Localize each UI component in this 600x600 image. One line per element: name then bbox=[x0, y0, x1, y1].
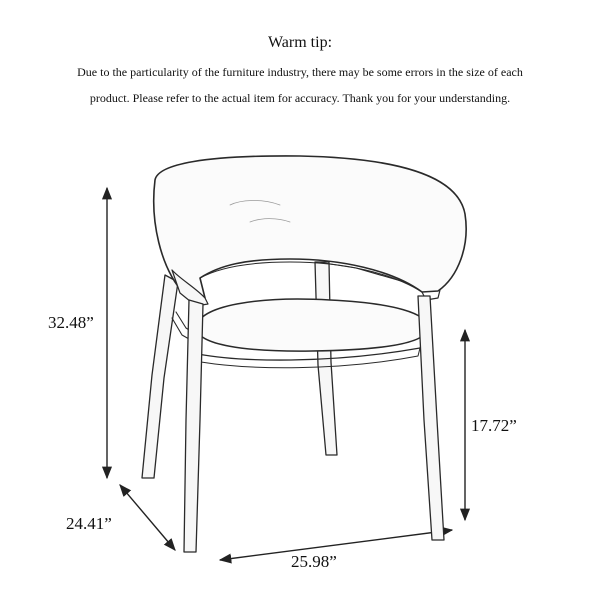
seat-height-label: 17.72” bbox=[471, 416, 517, 435]
warm-tip-text-line-2: product. Please refer to the actual item for accuracy. Thank you for your understanding. bbox=[89, 91, 511, 105]
front-leg-right bbox=[418, 296, 444, 540]
back-leg-left bbox=[142, 275, 178, 478]
depth-dimension-arrow bbox=[120, 485, 175, 550]
width-label: 25.98” bbox=[291, 552, 337, 571]
seat-cushion-top bbox=[196, 299, 428, 351]
depth-label: 24.41” bbox=[66, 514, 112, 533]
overall-height-label: 32.48” bbox=[48, 313, 94, 332]
warm-tip-text-line-1: Due to the particularity of the furniture industry, there may be some errors in the size of each bbox=[77, 65, 523, 79]
backrest-outer bbox=[154, 156, 466, 298]
warm-tip-title: Warm tip: bbox=[267, 34, 333, 51]
